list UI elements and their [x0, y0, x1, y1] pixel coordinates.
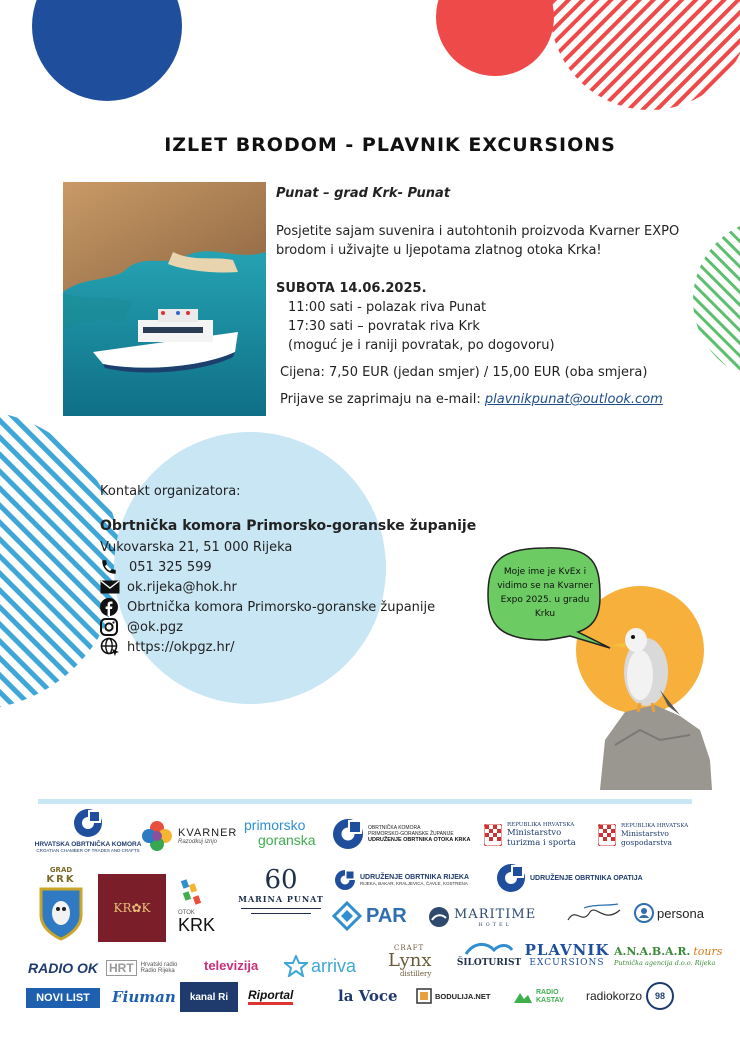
contact-web-row	[100, 637, 476, 657]
logo-anabar-tours	[614, 940, 723, 980]
logo-persona	[634, 900, 714, 926]
fiuman-text: Fiuman	[112, 988, 176, 1006]
logo-arriva	[284, 952, 380, 980]
logo-radio-korzo	[586, 982, 696, 1010]
novilist-text: NOVI LIST	[36, 992, 90, 1004]
contact-email[interactable]: ok.rijeka@hok.hr	[127, 579, 237, 595]
otok-text: OTOK	[178, 910, 195, 916]
trip-date-suffix: .	[421, 281, 427, 296]
ming-line2: Ministarstvo	[621, 829, 669, 838]
kanalri-text: kanal Ri	[189, 991, 229, 1003]
uoo-text: UDRUŽENJE OBRTNIKA OPATIJA	[530, 874, 643, 882]
anabar-line3: Putnička agencija d.o.o. Rijeka	[614, 959, 716, 967]
persona-mark-icon	[634, 903, 654, 923]
okk-line3: UDRUŽENJE OBRTNIKA OTOKA KRKA	[368, 837, 471, 843]
uor-text: UDRUŽENJE OBRTNIKA RIJEKA	[360, 874, 470, 881]
persona-text: persona	[657, 905, 704, 921]
logo-riportal	[248, 986, 322, 1006]
mint-line3: turizma i sporta	[507, 838, 576, 848]
logo-fiuman	[112, 984, 176, 1010]
anabar-line1: A.N.A.B.A.R.	[614, 945, 691, 958]
logo-siloturist	[458, 940, 520, 978]
contact-phone-row	[100, 557, 476, 577]
par-mark-icon	[332, 901, 362, 931]
ming-line1: REPUBLIKA HRVATSKA	[621, 823, 689, 829]
rock	[600, 705, 712, 790]
siloturist-wave-icon	[464, 940, 514, 958]
grad-text: GRAD	[49, 866, 73, 874]
logo-radio-kastav	[512, 986, 576, 1008]
logo-par	[332, 898, 424, 934]
logo-kvarner	[140, 818, 240, 854]
logo-lynx-distillery	[388, 944, 454, 984]
trip-info	[276, 184, 706, 409]
logo-grad-krk	[30, 866, 92, 950]
radiokorzo-text: radiokorzo	[586, 989, 643, 1003]
blue-circle	[32, 0, 182, 101]
facebook-icon	[100, 598, 122, 616]
marina-number: 60	[264, 865, 298, 895]
hok-line2: CROATIAN CHAMBER OF TRADES AND CRAFTS	[36, 848, 140, 853]
radiokastav-line2: KASTAV	[536, 997, 564, 1004]
otok-krk-mark-icon	[178, 878, 208, 910]
maritime-sub: HOTEL	[478, 921, 512, 928]
contact-web[interactable]: https://okpgz.hr/	[127, 639, 235, 655]
radiokastav-line1: RADIO	[536, 989, 559, 996]
logo-marina-punat	[236, 866, 326, 944]
instagram-icon	[100, 618, 122, 636]
okpgz-mark-icon	[332, 818, 364, 850]
kazonic-signature-icon	[564, 900, 624, 930]
price: Cijena: 7,50 EUR (jedan smjer) / 15,00 EUR (oba smjera)	[280, 365, 648, 380]
signup-email-link[interactable]: plavnikpunat@outlook.com	[484, 392, 663, 407]
lynx-line2: Lynx	[388, 950, 432, 971]
anabar-line2: tours	[693, 945, 723, 958]
par-text: PAR	[366, 904, 407, 927]
contact-facebook[interactable]: Obrtnička komora Primorsko-goranske županije	[127, 599, 436, 615]
trip-date	[276, 279, 706, 298]
hok-mark-icon	[73, 808, 103, 838]
lynx-line1: CRAFT	[394, 944, 425, 952]
uoo-mark-icon	[496, 863, 526, 893]
okk-line1: OBRTNIČKA KOMORA	[368, 825, 421, 831]
mint-line1: REPUBLIKA HRVATSKA	[507, 822, 575, 828]
hrt-line2: Radio Rijeka	[140, 968, 175, 974]
contact-facebook-row	[100, 597, 476, 617]
mint-line2: Ministarstvo	[507, 828, 562, 838]
radio-kastav-mark-icon	[512, 989, 534, 1005]
hrt-mark-icon: HRT	[106, 960, 137, 976]
logo-udruzenje-opatija	[496, 862, 666, 894]
croatian-coat-of-arms-icon-2	[598, 824, 616, 846]
logo-hok	[34, 808, 142, 860]
red-circle	[436, 0, 554, 76]
contact-section	[100, 482, 476, 657]
logo-hrt-radio-rijeka	[106, 956, 194, 980]
logo-kanal-ri	[180, 982, 238, 1012]
globe-icon	[100, 638, 122, 656]
logo-krk-wine	[98, 874, 166, 942]
schedule-return: 17:30 sati – povratak riva Krk	[288, 319, 480, 334]
schedule-departure: 11:00 sati - polazak riva Punat	[288, 300, 487, 315]
plavnik-line2: EXCURSIONS	[529, 958, 605, 968]
croatian-coat-of-arms-icon	[484, 824, 502, 846]
radiook-text: RADIO OK	[28, 960, 98, 976]
logo-kazonic	[564, 900, 626, 930]
logo-kvarner-televizija	[204, 954, 276, 976]
contact-instagram[interactable]: @ok.pgz	[127, 619, 183, 635]
logo-otok-krk	[178, 878, 230, 940]
hrt-line1: Hrvatski radio	[140, 962, 178, 968]
trip-date-value: SUBOTA 14.06.2025	[276, 281, 422, 296]
page-title: IZLET BRODOM - PLAVNIK EXCURSIONS	[164, 134, 616, 156]
bodulija-text: BODULIJA.NET	[435, 991, 491, 1001]
krk-coat-of-arms-icon	[37, 885, 85, 941]
pgz-line2: goranska	[258, 832, 316, 848]
logo-udruzenje-krk	[332, 816, 476, 852]
logo-la-voce	[338, 984, 404, 1008]
siloturist-text: ŠILOTURIST	[456, 958, 522, 968]
kvarner-text: KVARNER	[178, 827, 238, 839]
logo-radio-ok	[28, 954, 100, 982]
plavnik-line1: PLAVNIK	[524, 941, 610, 959]
otok-krk-text: KRK	[178, 915, 216, 935]
logo-ministarstvo-turizma	[484, 818, 592, 852]
logo-maritime-hotel	[428, 900, 546, 934]
maritime-mark-icon	[428, 906, 450, 928]
krk-box-text: KR✿K	[113, 901, 151, 915]
riportal-text: Riportal	[248, 988, 293, 1005]
grad-krk-text: KRK	[46, 874, 76, 885]
intro-text: Posjetite sajam suvenira i autohtonih proizvoda Kvarner EXPO brodom i uživajte u ljepotama zlatnog otoka Krka!	[276, 224, 680, 258]
arriva-text: arriva	[311, 955, 357, 976]
signup	[276, 390, 706, 409]
divider-line	[38, 799, 692, 804]
hok-line1: HRVATSKA OBRTNIČKA KOMORA	[34, 841, 142, 848]
phone-icon	[100, 558, 122, 576]
logo-udruzenje-rijeka	[334, 866, 486, 894]
contact-instagram-row	[100, 617, 476, 637]
logo-primorsko-goranska	[244, 818, 328, 854]
arriva-mark-icon	[284, 955, 308, 977]
lavoce-text: la Voce	[338, 987, 398, 1005]
maritime-text: MARITIME	[454, 906, 537, 922]
boat-photo	[63, 182, 266, 416]
ming-line3: gospodarstva	[621, 838, 672, 847]
televizija-text: televizija	[204, 957, 259, 973]
email-icon	[100, 578, 122, 596]
logo-ministarstvo-gospodarstva	[598, 818, 702, 852]
logo-bodulija	[416, 986, 496, 1006]
okk-line2: PRIMORSKO-GORANSKE ŽUPANIJE	[368, 831, 454, 837]
route: Punat – grad Krk- Punat	[276, 186, 451, 201]
contact-org: Obrtnička komora Primorsko-goranske županije	[100, 518, 477, 534]
kvarner-flower-icon	[140, 819, 174, 853]
schedule-note: (moguć je i raniji povratak, po dogovoru)	[288, 338, 555, 353]
contact-address: Vukovarska 21, 51 000 Rijeka	[100, 540, 293, 555]
uor-sub: RIJEKA, BAKAR, KRALJEVICA, ČAVLE, KOSTRENA	[360, 881, 468, 886]
lynx-line3: distillery	[400, 970, 432, 978]
signup-label: Prijave se zaprimaju na e-mail:	[280, 392, 485, 407]
pgz-line1: primorsko	[244, 817, 306, 833]
red-striped-circle	[550, 0, 740, 110]
speech-bubble-text: Moje ime je KvEx i vidimo se na Kvarner Expo 2025. u gradu Krku	[497, 567, 593, 619]
contact-heading: Kontakt organizatora:	[100, 484, 241, 499]
uor-mark-icon	[334, 869, 356, 891]
kvarner-sub: Razodkuj iznjo	[178, 839, 218, 845]
radiokorzo-fm: 98	[646, 982, 674, 1010]
logo-novi-list	[26, 988, 100, 1008]
contact-phone[interactable]: 051 325 599	[129, 559, 212, 575]
marina-text: MARINA PUNAT	[238, 894, 324, 904]
logo-plavnik-excursions	[524, 942, 610, 980]
bodulija-mark-icon	[416, 988, 432, 1004]
contact-email-row	[100, 577, 476, 597]
